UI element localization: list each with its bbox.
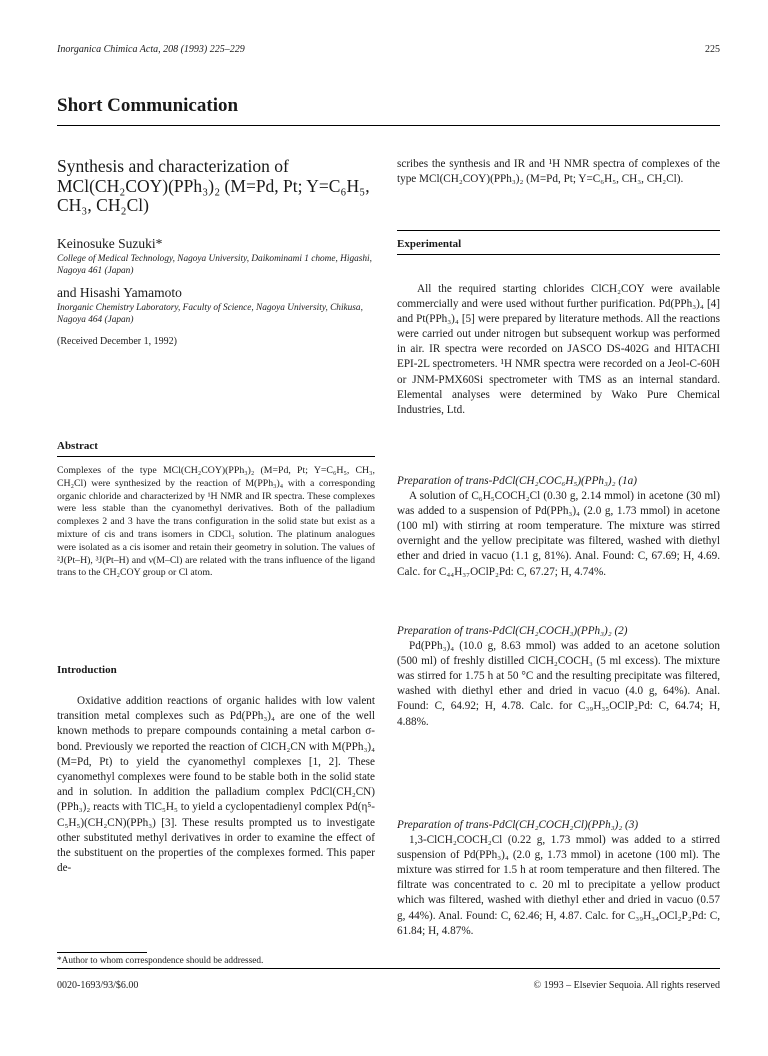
abstract-rule — [57, 456, 375, 457]
copyright-notice: © 1993 – Elsevier Sequoia. All rights reserved — [533, 980, 720, 991]
preparation-3 — [397, 818, 720, 939]
preparation-2-heading: Preparation of trans-PdCl(CH₂COCH₃)(PPh₃)₂ (2) — [397, 625, 628, 637]
author-affiliation-1: College of Medical Technology, Nagoya University, Daikominami 1 chome, Higashi, Nagoya 461 (Japan) — [57, 253, 372, 276]
header-rule — [57, 125, 720, 126]
preparation-2-text: Pd(PPh₃)₄ (10.0 g, 8.63 mmol) was added to an acetone solution (500 ml) of freshly distilled ClCH₂COCH₃ (5 ml excess). The mixture was stirred for 1.75 h at 50 °C and the resulting precipitate was filtered, washed with diethyl ether and dried in vacuo (4.0 g, 64%). Anal. Found: C, 64.92; H, 4.78. Calc. for C₃₉H₃₅OClP₂Pd: C, 64.74; H, 4.88%. — [397, 640, 720, 728]
page-number: 225 — [705, 44, 720, 55]
preparation-3-text: 1,3-ClCH₂COCH₂Cl (0.22 g, 1.73 mmol) was added to a stirred suspension of Pd(PPh₃)₄ (2.0 g, 1.73 mmol) in acetone (100 ml). The mixture was stirred for 1.5 h at room temperature and then filtered. The filtrate was concentrated to c. 20 ml to precipitate a yellow product which was filtered, washed with diethyl ether and dried in vacuo (0.57 g, 44%). Anal. Found: C, 62.46; H, 4.87. Calc. for C₃₉H₃₄OCl₂P₂Pd: C, 61.84; H, 4.87%. — [397, 834, 720, 937]
author-name-2: and Hisashi Yamamoto — [57, 284, 182, 300]
experimental-text: All the required starting chlorides ClCH₂COY were available commercially and were used without further purification. Pd(PPh₃)₄ [4] and Pt(PPh₃)₄ [5] were prepared by literature methods. All the reactions were carried out under nitrogen but subsequent workup was performed in air. IR spectra were recorded on JASCO DS-402G and HITACHI EPI-2L spectrometers. ¹H NMR spectra were recorded on a Jeol-C-60H or JNM-PMX60Si spectrometer with TMS as an internal standard. Elemental analyses were determined by Wako Pure Chemical Industries, Ltd. — [397, 283, 720, 416]
issn-code: 0020-1693/93/$6.00 — [57, 980, 139, 991]
experimental-heading: Experimental — [397, 238, 462, 250]
preparation-1-text: A solution of C₆H₅COCH₂Cl (0.30 g, 2.14 mmol) in acetone (30 ml) was added to a suspension of Pd(PPh₃)₄ (2.0 g, 1.73 mmol) in acetone (100 ml) with stirring at room temperature. The mixture was stirred overnight and the yellow precipitate was filtered, washed with diethyl ether and dried in vacuo (1.1 g, 81%). Anal. Found: C, 67.69; H, 4.69. Calc. for C₄₄H₃₇OClP₂Pd: C, 67.27; H, 4.74%. — [397, 490, 720, 578]
running-head — [57, 44, 720, 55]
abstract-heading: Abstract — [57, 440, 98, 452]
received-date: (Received December 1, 1992) — [57, 335, 177, 347]
preparation-2 — [397, 624, 720, 730]
footer-rule — [57, 968, 720, 969]
abstract-text: Complexes of the type MCl(CH₂COY)(PPh₃)₂ (M=Pd, Pt; Y=C₆H₅, CH₃, CH₂Cl) were synthesized by the reaction of M(PPh₃)₄ with a corresponding organic chloride and characterized by ¹H NMR and IR spectra. These complexes were less stable than the cyanomethyl derivatives. Both of the palladium complexes 2 and 3 have the trans configuration in the solid state but exist as a mixture of cis and trans isomers in CDCl₃ solution. The platinum analogues were isolated as a cis isomer and retain their geometry in solution. The values of ²J(Pt–H), ³J(Pt–H) and ν(M–Cl) are related with the trans influence of the ligand trans to the CH₂COY group or Cl atom. — [57, 465, 375, 579]
preparation-1-heading: Preparation of trans-PdCl(CH₂COC₆H₅)(PPh₃)₂ (1a) — [397, 475, 637, 487]
right-column — [397, 157, 720, 187]
author-affiliation-2: Inorganic Chemistry Laboratory, Faculty of Science, Nagoya University, Chikusa, Nagoya 464 (Japan) — [57, 302, 363, 325]
preparation-3-heading: Preparation of trans-PdCl(CH₂COCH₂Cl)(PPh₃)₂ (3) — [397, 819, 639, 831]
author-name-1: Keinosuke Suzuki* — [57, 235, 163, 251]
experimental-rule-top — [397, 230, 720, 231]
correspondence-footnote: *Author to whom correspondence should be addressed. — [57, 956, 264, 966]
footnote-rule — [57, 952, 147, 953]
journal-citation: Inorganica Chimica Acta, 208 (1993) 225–229 — [57, 44, 245, 55]
section-type-heading: Short Communication — [57, 95, 239, 116]
title-block — [57, 157, 375, 349]
introduction-heading: Introduction — [57, 664, 117, 676]
preparation-1 — [397, 474, 720, 580]
page-footer — [57, 980, 720, 991]
article-title: Synthesis and characterization of MCl(CH₂COY)(PPh₃)₂ (M=Pd, Pt; Y=C₆H₅, CH₃, CH₂Cl) — [57, 156, 370, 215]
experimental-rule-bottom — [397, 254, 720, 255]
introduction-continuation: scribes the synthesis and IR and ¹H NMR spectra of complexes of the type MCl(CH₂COY)(PPh₃)₂ (M=Pd, Pt; Y=C₆H₅, CH₃, CH₂Cl). — [397, 158, 720, 186]
introduction-text: Oxidative addition reactions of organic halides with low valent transition metal complexes such as Pd(PPh₃)₄ are one of the well known methods to prepare compounds containing a metal carbon σ-bond. Previously we reported the reaction of ClCH₂CN with M(PPh₃)₄ (M=Pd, Pt) to yield the cyanomethyl complexes [1, 2]. These cyanomethyl complexes were found to be stable both in the solid state and in solution. In addition the palladium complex PdCl(CH₂CN)(PPh₃)₂ reacts with TlC₅H₅ to yield a cyclopentadienyl complex Pd(η⁵-C₅H₅)(CH₂CN)(PPh₃) [3]. These results prompted us to investigate other substituted methyl derivatives in order to examine the effect of the substituent on the properties of the complexes formed. This paper de- — [57, 695, 375, 875]
